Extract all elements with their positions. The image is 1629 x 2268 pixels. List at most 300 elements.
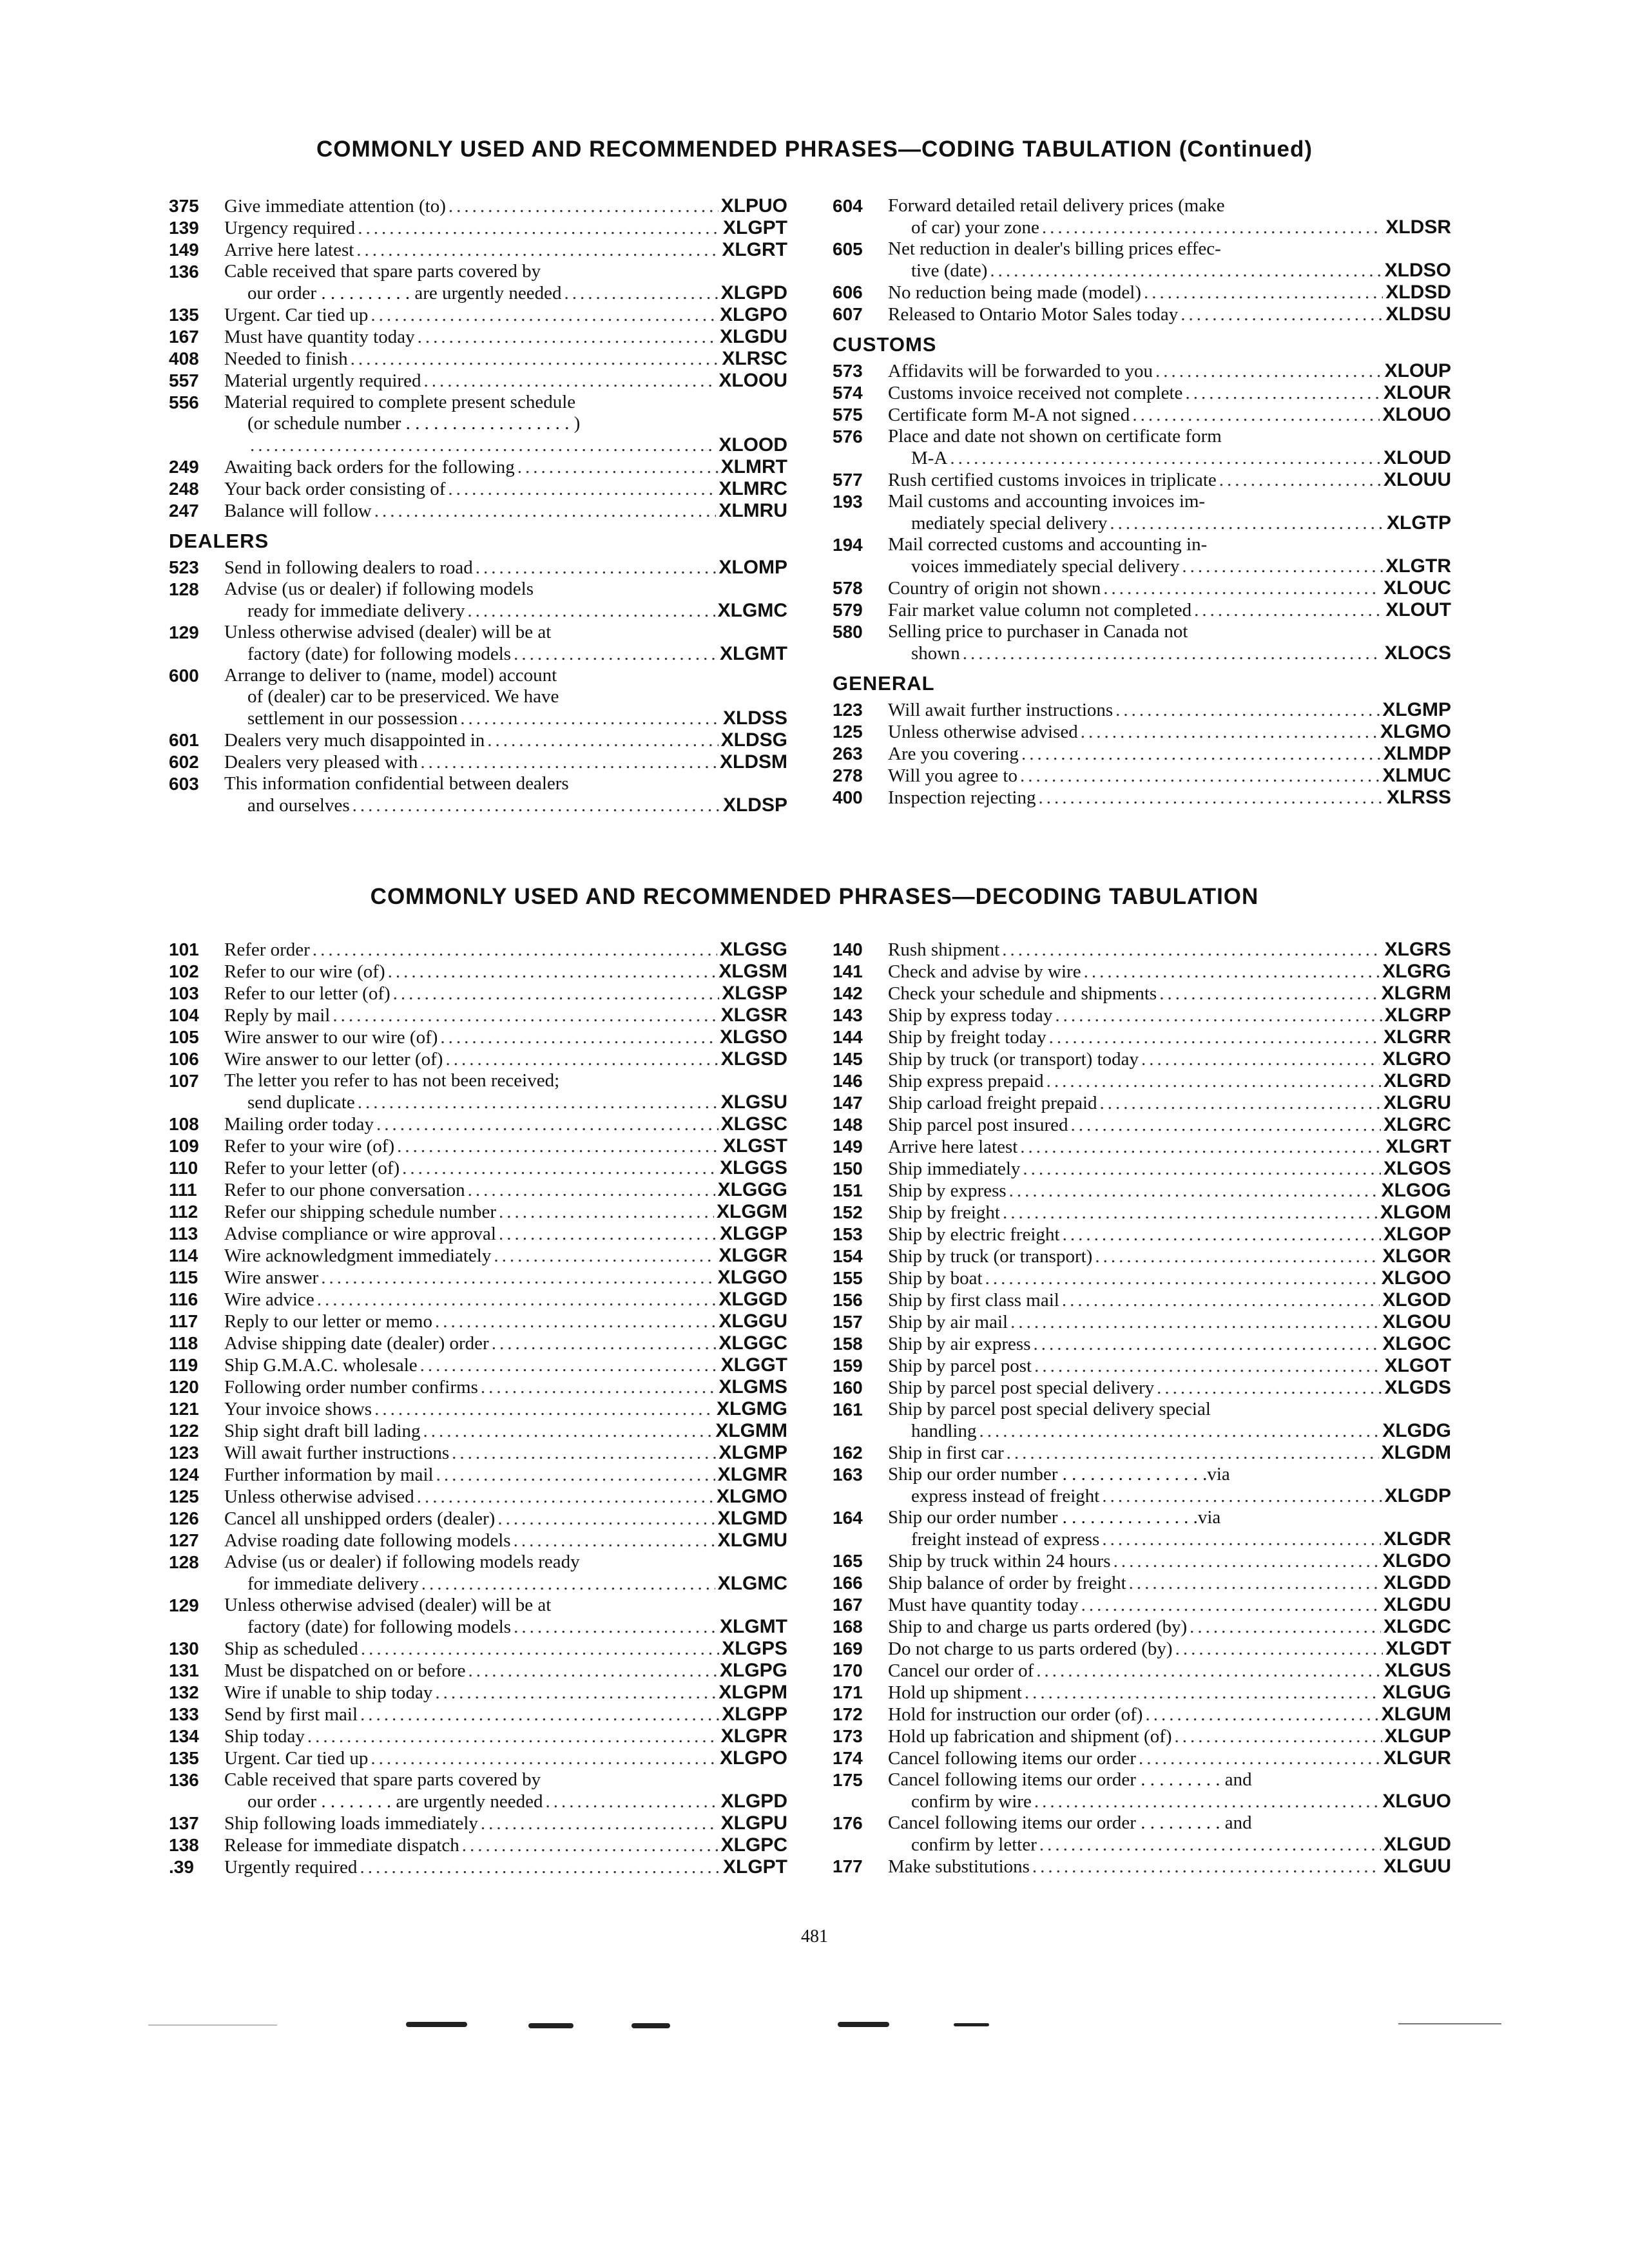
dot-leader xyxy=(1009,1180,1379,1202)
phrase-text: This information confidential between dealers xyxy=(224,773,569,794)
cable-code: XLGDG xyxy=(1382,1420,1451,1441)
phrase-text: Arrive here latest xyxy=(224,240,354,260)
phrase-entry xyxy=(169,1245,787,1267)
cable-code: XLRSC xyxy=(722,348,787,369)
dot-leader xyxy=(420,752,717,773)
phrase-text: Cancel following items our order . . . . . . . . . and xyxy=(888,1769,1252,1790)
cable-code: XLGPT xyxy=(722,217,787,238)
phrase-text: Needed to finish xyxy=(224,349,348,369)
phrase-number: 154 xyxy=(833,1246,863,1266)
phrase-text: Mailing order today xyxy=(224,1114,374,1135)
cable-code: XLGMT xyxy=(720,643,787,664)
phrase-entry xyxy=(833,404,1451,426)
phrase-number: 161 xyxy=(833,1399,863,1419)
phrase-number: 132 xyxy=(169,1682,199,1702)
phrase-text: Ship by freight today xyxy=(888,1027,1046,1048)
phrase-entry xyxy=(833,1594,1451,1616)
cable-code: XLGGS xyxy=(719,1157,787,1178)
scan-mark xyxy=(954,2023,989,2026)
dot-leader xyxy=(356,240,719,261)
cable-code: XLGSR xyxy=(720,1004,787,1026)
phrase-entry xyxy=(833,195,1451,238)
phrase-number: 168 xyxy=(833,1617,863,1637)
phrase-entry xyxy=(169,1201,787,1223)
cable-code: XLGSM xyxy=(718,961,787,982)
phrase-entry xyxy=(833,621,1451,664)
phrase-entry xyxy=(169,456,787,478)
dot-leader xyxy=(950,448,1381,469)
phrase-entry xyxy=(833,1856,1451,1878)
dot-leader xyxy=(1023,1158,1381,1180)
phrase-text: our order . . . . . . . . . . are urgently needed xyxy=(247,283,562,303)
phrase-entry xyxy=(169,1420,787,1442)
phrase-number: 149 xyxy=(169,240,199,260)
cable-code: XLGSC xyxy=(720,1113,787,1135)
cable-code: XLGOU xyxy=(1382,1311,1451,1332)
dot-leader xyxy=(1020,1137,1383,1158)
phrase-entry xyxy=(169,392,787,456)
dot-leader xyxy=(420,1355,718,1376)
phrase-number: 601 xyxy=(169,730,199,750)
phrase-text: Wire acknowledgment immediately xyxy=(224,1245,492,1266)
phrase-text: Ship G.M.A.C. wholesale xyxy=(224,1355,418,1376)
dot-leader xyxy=(985,1268,1379,1289)
phrase-text: Cancel following items our order xyxy=(888,1748,1136,1769)
scan-mark xyxy=(1398,2023,1501,2024)
dot-leader xyxy=(313,939,717,961)
phrase-entry xyxy=(833,787,1451,809)
cable-code: XLGGR xyxy=(718,1245,787,1266)
phrase-number: 556 xyxy=(169,392,199,412)
cable-code: XLGSD xyxy=(720,1048,787,1070)
phrase-text: Check and advise by wire xyxy=(888,961,1081,982)
phrase-entry xyxy=(169,1834,787,1856)
phrase-text: Will await further instructions xyxy=(224,1443,450,1463)
phrase-entry xyxy=(833,1311,1451,1333)
cable-code: XLGPO xyxy=(719,1747,787,1769)
phrase-number: 164 xyxy=(833,1508,863,1528)
phrase-text: for immediate delivery xyxy=(247,1573,419,1594)
phrase-number: 143 xyxy=(833,1005,863,1025)
cable-code: XLOUO xyxy=(1382,404,1451,425)
phrase-entry xyxy=(833,1267,1451,1289)
cable-code: XLGOP xyxy=(1383,1224,1451,1245)
cable-code: XLOOU xyxy=(718,370,787,391)
phrase-number: 249 xyxy=(169,457,199,477)
phrase-text: Refer to our wire (of) xyxy=(224,961,385,982)
dot-leader xyxy=(1181,304,1383,325)
dot-leader xyxy=(1115,700,1380,721)
dot-leader xyxy=(517,457,718,478)
phrase-entry xyxy=(169,261,787,304)
phrase-number: 169 xyxy=(833,1639,863,1658)
phrase-text: Send by first mail xyxy=(224,1704,358,1725)
phrase-text: Material urgently required xyxy=(224,370,421,391)
phrase-number: 174 xyxy=(833,1748,863,1768)
cable-code: XLGGO xyxy=(717,1267,787,1288)
phrase-entry xyxy=(833,1158,1451,1180)
scan-mark xyxy=(631,2023,670,2028)
dot-leader xyxy=(467,601,715,622)
cable-code: XLGSP xyxy=(722,983,787,1004)
phrase-entry xyxy=(169,1332,787,1354)
dot-leader xyxy=(1032,1856,1381,1878)
cable-code: XLMUC xyxy=(1382,765,1451,786)
phrase-text: Unless otherwise advised (dealer) will be at xyxy=(224,1595,552,1615)
cable-code: XLGOT xyxy=(1384,1355,1451,1376)
cable-code: XLDSM xyxy=(720,751,787,773)
dot-leader xyxy=(1084,961,1380,983)
phrase-number: 131 xyxy=(169,1660,199,1680)
phrase-text: Customs invoice received not complete xyxy=(888,383,1183,403)
dot-leader xyxy=(1175,1639,1383,1660)
phrase-entry xyxy=(833,699,1451,721)
phrase-number: 263 xyxy=(833,744,863,764)
dot-leader xyxy=(1102,1486,1382,1507)
phrase-entry xyxy=(169,1486,787,1508)
phrase-entry xyxy=(833,1092,1451,1114)
cable-code: XLGMU xyxy=(717,1530,787,1551)
phrase-entry xyxy=(833,360,1451,382)
dot-leader xyxy=(423,370,716,392)
cable-code: XLGDO xyxy=(1382,1550,1451,1571)
phrase-number: 101 xyxy=(169,939,199,959)
cable-code: XLGDR xyxy=(1383,1528,1451,1550)
dot-leader xyxy=(1110,513,1384,534)
phrase-text: Urgency required xyxy=(224,218,356,238)
phrase-text: of (dealer) car to be preserviced. We have xyxy=(247,686,559,707)
phrase-text: Balance will follow xyxy=(224,501,372,521)
cable-code: XLGPT xyxy=(722,1856,787,1878)
cable-code: XLGGD xyxy=(718,1289,787,1310)
phrase-entry xyxy=(833,382,1451,404)
phrase-entry xyxy=(833,599,1451,621)
phrase-number: 574 xyxy=(833,383,863,403)
dot-leader xyxy=(1039,787,1384,809)
phrase-text: mediately special delivery xyxy=(911,513,1108,533)
phrase-text: Cancel our order of xyxy=(888,1660,1034,1681)
phrase-text: Forward detailed retail delivery prices (make xyxy=(888,195,1225,216)
phrase-text: Ship by freight xyxy=(888,1202,1000,1223)
phrase-number: 142 xyxy=(833,983,863,1003)
phrase-text: Ship our order number . . . . . . . . . . . . . . .via xyxy=(888,1507,1221,1528)
dot-leader xyxy=(979,1421,1380,1442)
dot-leader xyxy=(494,1245,716,1267)
phrase-number: 177 xyxy=(833,1856,863,1876)
dot-leader xyxy=(545,1791,718,1812)
dot-leader xyxy=(1039,1834,1381,1856)
phrase-text: Wire answer to our wire (of) xyxy=(224,1027,438,1048)
phrase-number: 578 xyxy=(833,578,863,598)
dot-leader xyxy=(371,1748,717,1769)
phrase-entry xyxy=(833,1355,1451,1377)
phrase-text: Rush certified customs invoices in triplicate xyxy=(888,470,1217,490)
phrase-number: 141 xyxy=(833,961,863,981)
cable-code: XLGUS xyxy=(1384,1660,1451,1681)
phrase-number: 175 xyxy=(833,1770,863,1790)
dot-leader xyxy=(393,983,720,1004)
cable-code: XLDSS xyxy=(722,707,787,729)
phrase-number: 172 xyxy=(833,1704,863,1724)
decoding-right-column xyxy=(833,939,1451,1878)
cable-code: XLMDP xyxy=(1383,743,1451,764)
phrase-text: (or schedule number . . . . . . . . . . . . . . . . . . ) xyxy=(247,413,581,434)
phrase-entry xyxy=(169,1595,787,1638)
phrase-number: 600 xyxy=(169,666,199,686)
dot-leader xyxy=(358,1092,718,1113)
dot-leader xyxy=(374,1399,714,1420)
phrase-text: handling xyxy=(911,1421,977,1441)
phrase-number: 606 xyxy=(833,282,863,302)
cable-code: XLGPR xyxy=(720,1725,787,1747)
phrase-text: Urgently required xyxy=(224,1857,358,1878)
phrase-text: Mail corrected customs and accounting in- xyxy=(888,534,1208,555)
phrase-text: Wire answer xyxy=(224,1267,319,1288)
phrase-text: Must have quantity today xyxy=(224,327,415,347)
phrase-entry xyxy=(833,1442,1451,1464)
dot-leader xyxy=(397,1136,720,1157)
phrase-entry xyxy=(169,1311,787,1332)
cable-code: XLGDD xyxy=(1383,1572,1451,1593)
phrase-entry xyxy=(169,579,787,622)
phrase-entry xyxy=(833,1289,1451,1311)
phrase-text: Ship as scheduled xyxy=(224,1639,358,1659)
dot-leader xyxy=(1139,1748,1381,1769)
phrase-entry xyxy=(169,195,787,217)
cable-code: XLGPM xyxy=(718,1682,787,1703)
phrase-number: 579 xyxy=(833,600,863,620)
phrase-entry xyxy=(169,1376,787,1398)
phrase-text: Following order number confirms xyxy=(224,1377,478,1398)
dot-leader xyxy=(358,218,720,239)
coding-right-column xyxy=(833,195,1451,809)
phrase-text: Place and date not shown on certificate form xyxy=(888,426,1222,447)
category-heading: GENERAL xyxy=(833,672,935,695)
dot-leader xyxy=(317,1289,717,1311)
dot-leader xyxy=(1132,405,1380,426)
phrase-entry xyxy=(833,1202,1451,1224)
phrase-entry xyxy=(833,1333,1451,1355)
cable-code: XLGMO xyxy=(717,1486,787,1507)
phrase-text: No reduction being made (model) xyxy=(888,282,1141,303)
phrase-text: Hold for instruction our order (of) xyxy=(888,1704,1143,1725)
phrase-entry xyxy=(169,557,787,579)
phrase-text: Affidavits will be forwarded to you xyxy=(888,361,1153,381)
dot-leader xyxy=(440,1027,717,1048)
phrase-text: Ship by truck (or transport) today xyxy=(888,1049,1139,1070)
cable-code: XLGMC xyxy=(717,600,787,621)
phrase-entry xyxy=(169,1135,787,1157)
phrase-text: Cable received that spare parts covered by xyxy=(224,261,541,282)
dot-leader xyxy=(1063,1224,1381,1245)
phrase-text: Will you agree to xyxy=(888,765,1017,786)
phrase-entry xyxy=(169,1660,787,1682)
phrase-number: 167 xyxy=(169,327,199,347)
phrase-entry xyxy=(169,1289,787,1311)
cable-code: XLGRO xyxy=(1382,1048,1451,1070)
phrase-number: 408 xyxy=(169,349,199,369)
phrase-text: Hold up fabrication and shipment (of) xyxy=(888,1726,1172,1747)
phrase-entry xyxy=(169,1157,787,1179)
coding-left-column xyxy=(169,195,787,816)
phrase-text: Send in following dealers to road xyxy=(224,557,473,578)
phrase-text: Ship today xyxy=(224,1726,305,1747)
phrase-number: 145 xyxy=(833,1049,863,1069)
cable-code: XLGOC xyxy=(1382,1333,1451,1354)
phrase-number: 171 xyxy=(833,1682,863,1702)
dot-leader xyxy=(1219,470,1381,491)
phrase-entry xyxy=(833,1464,1451,1507)
cable-code: XLGMM xyxy=(715,1420,787,1441)
phrase-text: Ship immediately xyxy=(888,1158,1021,1179)
phrase-number: 108 xyxy=(169,1114,199,1134)
phrase-text: Ship by parcel post xyxy=(888,1356,1032,1376)
cable-code: XLGGC xyxy=(718,1332,787,1354)
dot-leader xyxy=(468,1180,715,1201)
phrase-text: Advise roading date following models xyxy=(224,1530,511,1551)
phrase-number: 153 xyxy=(833,1224,863,1244)
phrase-number: 278 xyxy=(833,765,863,785)
phrase-number: 375 xyxy=(169,196,199,216)
cable-code: XLGPS xyxy=(722,1638,787,1659)
phrase-number: 119 xyxy=(169,1355,198,1375)
cable-code: XLOUP xyxy=(1384,360,1451,381)
phrase-number: 114 xyxy=(169,1245,198,1265)
phrase-text: Ship to and charge us parts ordered (by) xyxy=(888,1617,1188,1637)
dot-leader xyxy=(360,1704,719,1725)
dot-leader xyxy=(436,1465,715,1486)
cable-code: XLGMR xyxy=(717,1464,787,1485)
phrase-text: Ship by air mail xyxy=(888,1312,1008,1332)
cable-code: XLOUR xyxy=(1383,382,1451,403)
dot-leader xyxy=(351,349,720,370)
phrase-text: Refer to our phone conversation xyxy=(224,1180,465,1200)
phrase-text: Ship in first car xyxy=(888,1443,1004,1463)
phrase-number: 193 xyxy=(833,492,863,512)
phrase-number: 148 xyxy=(833,1115,863,1135)
cable-code: XLGOS xyxy=(1383,1158,1451,1179)
phrase-number: 176 xyxy=(833,1813,863,1833)
phrase-entry xyxy=(169,961,787,983)
phrase-entry xyxy=(833,491,1451,534)
cable-code: XLGRR xyxy=(1383,1026,1451,1048)
cable-code: XLOUC xyxy=(1383,577,1451,599)
phrase-text: Reply to our letter or memo xyxy=(224,1311,432,1332)
cable-code: XLGMC xyxy=(717,1573,787,1594)
dot-leader xyxy=(1081,722,1378,743)
phrase-entry xyxy=(833,1550,1451,1572)
phrase-number: 173 xyxy=(833,1726,863,1746)
phrase-text: Advise (us or dealer) if following models xyxy=(224,579,534,599)
cable-code: XLGUR xyxy=(1383,1747,1451,1769)
phrase-text: Give immediate attention (to) xyxy=(224,196,446,216)
phrase-number: 106 xyxy=(169,1049,199,1069)
phrase-number: 102 xyxy=(169,961,199,981)
phrase-number: 523 xyxy=(169,557,199,577)
phrase-entry xyxy=(833,721,1451,743)
phrase-number: 126 xyxy=(169,1508,199,1528)
dot-leader xyxy=(1036,1660,1382,1682)
dot-leader xyxy=(1182,556,1383,577)
cable-code: XLGDT xyxy=(1385,1638,1451,1659)
phrase-entry xyxy=(169,622,787,665)
phrase-number: 194 xyxy=(833,535,863,555)
scan-mark xyxy=(528,2023,574,2028)
phrase-entry xyxy=(169,1398,787,1420)
dot-leader xyxy=(1070,1115,1381,1136)
phrase-entry xyxy=(833,1136,1451,1158)
phrase-number: 116 xyxy=(169,1289,198,1309)
phrase-entry xyxy=(833,1224,1451,1245)
dot-leader xyxy=(514,1530,715,1552)
phrase-number: 573 xyxy=(833,361,863,381)
cable-code: XLGRD xyxy=(1383,1070,1451,1091)
cable-code: XLGOM xyxy=(1380,1202,1451,1223)
phrase-entry xyxy=(169,1442,787,1464)
phrase-text: Refer order xyxy=(224,939,310,960)
phrase-entry xyxy=(169,1354,787,1376)
dot-leader xyxy=(481,1377,716,1398)
phrase-text: express instead of freight xyxy=(911,1486,1100,1506)
phrase-text: Cancel all unshipped orders (dealer) xyxy=(224,1508,496,1529)
cable-code: XLGRS xyxy=(1384,939,1451,960)
cable-code: XLGPU xyxy=(720,1812,787,1834)
cable-code: XLMRT xyxy=(720,456,787,477)
cable-code: XLGTP xyxy=(1386,512,1451,533)
phrase-entry xyxy=(169,729,787,751)
decoding-left-column xyxy=(169,939,787,1878)
dot-leader xyxy=(476,557,717,579)
dot-leader xyxy=(1129,1573,1381,1594)
phrase-text: Advise compliance or wire approval xyxy=(224,1224,496,1244)
phrase-number: 123 xyxy=(169,1443,199,1463)
phrase-text: Ship balance of order by freight xyxy=(888,1573,1126,1593)
phrase-number: 120 xyxy=(169,1377,199,1397)
phrase-number: 130 xyxy=(169,1639,199,1658)
dot-leader xyxy=(448,196,718,217)
phrase-number: 152 xyxy=(833,1202,863,1222)
phrase-text: Are you covering xyxy=(888,744,1019,764)
coding-section-title: COMMONLY USED AND RECOMMENDED PHRASES—CODING TABULATION (Continued) xyxy=(316,137,1313,162)
phrase-number: 110 xyxy=(169,1158,198,1178)
phrase-number: 136 xyxy=(169,262,199,282)
phrase-number: 124 xyxy=(169,1465,199,1485)
phrase-number: 159 xyxy=(833,1356,863,1376)
dot-leader xyxy=(1102,1529,1381,1550)
cable-code: XLGPD xyxy=(720,1791,787,1812)
phrase-text: Advise shipping date (dealer) order xyxy=(224,1333,489,1354)
phrase-entry xyxy=(169,217,787,239)
phrase-text: Certificate form M-A not signed xyxy=(888,405,1130,425)
phrase-number: 580 xyxy=(833,622,863,642)
dot-leader xyxy=(360,1857,720,1878)
phrase-text: Advise (us or dealer) if following models ready xyxy=(224,1552,580,1572)
dot-leader xyxy=(499,1202,714,1223)
dot-leader xyxy=(462,1835,718,1856)
cable-code: XLGRM xyxy=(1381,983,1451,1004)
phrase-text: Wire answer to our letter (of) xyxy=(224,1049,443,1070)
phrase-text: Ship by express today xyxy=(888,1005,1053,1026)
dot-leader xyxy=(1062,1290,1380,1311)
phrase-number: 160 xyxy=(833,1378,863,1398)
phrase-number: 147 xyxy=(833,1093,863,1113)
phrase-text: Cable received that spare parts covered by xyxy=(224,1769,541,1790)
phrase-number: 125 xyxy=(169,1486,199,1506)
dot-leader xyxy=(1113,1551,1380,1572)
phrase-entry xyxy=(169,348,787,370)
cable-code: XLGRC xyxy=(1383,1114,1451,1135)
phrase-number: 112 xyxy=(169,1202,198,1222)
